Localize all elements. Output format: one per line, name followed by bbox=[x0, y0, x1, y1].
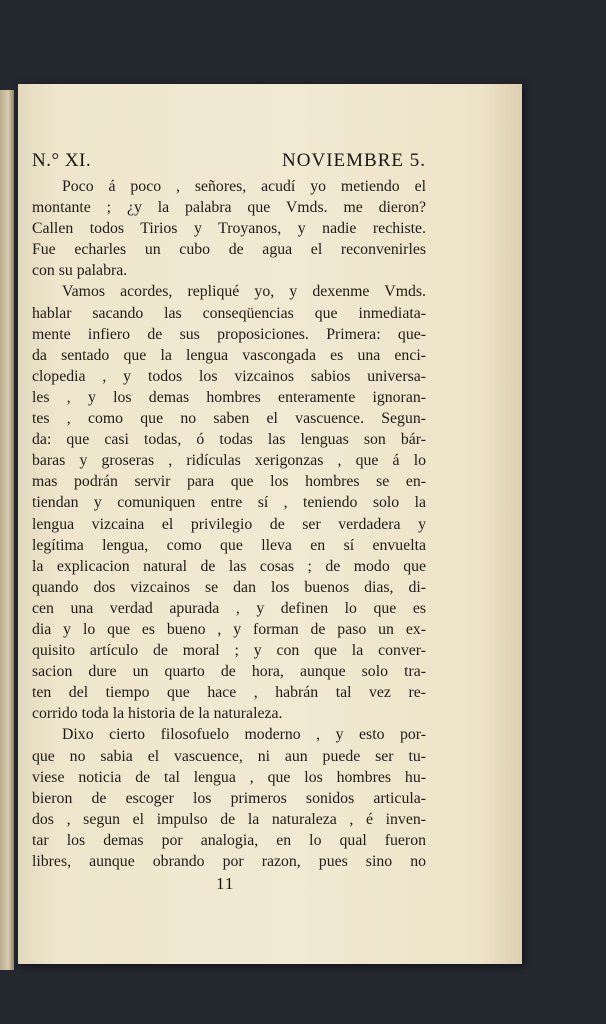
text-line: la explicacion natural de las cosas ; de modo que bbox=[32, 557, 426, 575]
text-line: libres, aunque obrando por razon, pues sino no bbox=[32, 853, 426, 870]
text-line: tiendan y comuniquen entre sí , teniendo solo la bbox=[32, 494, 426, 512]
signature-mark: 11 bbox=[216, 874, 235, 893]
text-line: quisito artículo de moral ; y con que la conver- bbox=[32, 642, 426, 660]
text-line: dos , segun el impulso de la naturaleza , é inven- bbox=[32, 810, 426, 828]
text-line: Fue echarles un cubo de agua el reconvenirles bbox=[32, 241, 426, 259]
text-line: Poco á poco , señores, acudí yo metiendo el bbox=[62, 178, 426, 195]
text-line: quando dos vizcainos se dan los buenos dias, di- bbox=[32, 578, 426, 596]
text-line: bieron de escoger los primeros sonidos articula- bbox=[32, 789, 426, 807]
text-line: clopedia , y todos los vizcainos sabios universa- bbox=[32, 367, 426, 385]
book-page bbox=[18, 84, 522, 964]
text-line: sacion dure un quarto de hora, aunque solo tra- bbox=[32, 663, 426, 681]
text-line: legítima lengua, como que lleva en sí envuelta bbox=[32, 536, 426, 554]
previous-page-edge bbox=[0, 90, 14, 970]
text-line: hablar sacando las conseqüencias que inmediata- bbox=[32, 304, 426, 322]
text-line: Callen todos Tirios y Troyanos, y nadie rechiste. bbox=[32, 220, 426, 238]
text-line: da sentado que la lengua vascongada es una enci- bbox=[32, 346, 426, 364]
text-line: mente infiero de sus proposiciones. Primera: que- bbox=[32, 325, 426, 343]
issue-number: N.° XI. bbox=[32, 150, 92, 171]
text-line: tar los demas por analogia, en lo qual fueron bbox=[32, 831, 426, 849]
text-line: viese noticia de tal lengua , que los hombres hu- bbox=[32, 768, 426, 786]
text-line: Vamos acordes, repliqué yo, y dexenme Vmds. bbox=[62, 283, 426, 301]
issue-date: NOVIEMBRE 5. bbox=[282, 150, 426, 171]
text-line: dia y lo que es bueno , y forman de paso un ex- bbox=[32, 620, 426, 638]
text-line: corrido toda la historia de la naturaleza. bbox=[32, 705, 283, 723]
text-line: montante ; ¿y la palabra que Vmds. me dieron? bbox=[32, 199, 426, 217]
text-line: baras y groseras , ridículas xerigonzas , que á lo bbox=[32, 452, 426, 470]
page-header bbox=[32, 150, 426, 176]
text-line: mas podrán servir para que los hombres se en- bbox=[32, 473, 426, 491]
text-line: Dixo cierto filosofuelo moderno , y esto por- bbox=[62, 726, 426, 744]
text-line: les , y los demas hombres enteramente ignoran- bbox=[32, 388, 426, 406]
body-text bbox=[32, 176, 426, 872]
text-line: lengua vizcaina el privilegio de ser verdadera y bbox=[32, 515, 426, 533]
text-line: ten del tiempo que hace , habrán tal vez re- bbox=[32, 684, 426, 702]
text-line: tes , como que no saben el vascuence. Segun- bbox=[32, 410, 426, 428]
text-line: cen una verdad apurada , y definen lo que es bbox=[32, 599, 426, 617]
text-line: da: que casi todas, ó todas las lenguas son bár- bbox=[32, 431, 426, 449]
text-line: que no sabia el vascuence, ni aun puede ser tu- bbox=[32, 747, 426, 765]
text-line: con su palabra. bbox=[32, 262, 128, 280]
